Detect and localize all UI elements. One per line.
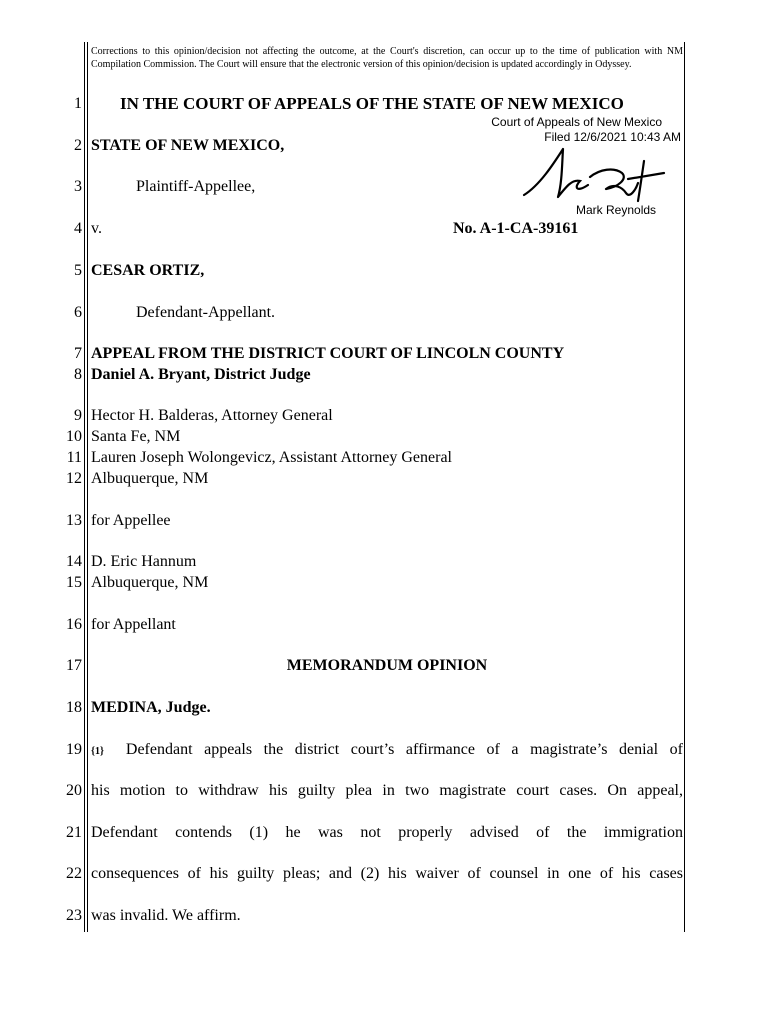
court-title: IN THE COURT OF APPEALS OF THE STATE OF NEW MEXICO: [120, 94, 624, 113]
line-number: 21: [66, 824, 82, 841]
line-number: 22: [66, 865, 82, 882]
counsel-line: D. Eric Hannum: [91, 553, 197, 570]
defendant-name: CESAR ORTIZ,: [91, 262, 205, 279]
line-number: 2: [74, 137, 82, 154]
line-number: 15: [66, 574, 82, 591]
counsel-line: Albuquerque, NM: [91, 470, 209, 487]
line-number: 10: [66, 428, 82, 445]
opinion-paragraph-line: [91, 740, 683, 762]
line-number: 6: [74, 304, 82, 321]
clerk-signature: [518, 143, 668, 205]
opinion-paragraph-line: Defendant contends (1) he was not properly advised of the immigration: [91, 824, 683, 841]
opinion-paragraph-line: consequences of his guilty pleas; and (2) his waiver of counsel in one of his cases: [91, 865, 683, 882]
versus: v.: [91, 220, 102, 237]
filing-stamp-clerk-name: Mark Reynolds: [576, 203, 657, 217]
opinion-paragraph-line: was invalid. We affirm.: [91, 907, 241, 924]
line-number: 20: [66, 782, 82, 799]
left-margin-rule-inner: [87, 42, 88, 932]
opinion-paragraph-line: his motion to withdraw his guilty plea in two magistrate court cases. On appeal,: [91, 782, 683, 799]
line-number: 4: [74, 220, 82, 237]
docket-number: No. A-1-CA-39161: [453, 220, 579, 237]
line-number: 3: [74, 178, 82, 195]
appellant-label: for Appellant: [91, 616, 176, 633]
appeal-court-line: APPEAL FROM THE DISTRICT COURT OF LINCOLN COUNTY: [91, 345, 565, 362]
opinion-text: Defendant appeals the district court’s affirmance of a magistrate’s denial of: [125, 741, 683, 758]
line-number: 17: [66, 657, 82, 674]
filing-stamp-date: Filed 12/6/2021 10:43 AM: [544, 130, 681, 144]
line-number: 11: [66, 449, 82, 466]
counsel-line: Santa Fe, NM: [91, 428, 181, 445]
line-number: 23: [66, 907, 82, 924]
counsel-line: Albuquerque, NM: [91, 574, 209, 591]
line-number: 12: [66, 470, 82, 487]
line-number: 1: [74, 95, 82, 112]
plaintiff-role: Plaintiff-Appellee,: [136, 178, 256, 195]
line-number: 18: [66, 699, 82, 716]
counsel-line: Hector H. Balderas, Attorney General: [91, 407, 333, 424]
line-number: 5: [74, 262, 82, 279]
plaintiff-name: STATE OF NEW MEXICO,: [91, 137, 285, 154]
opinion-heading: MEMORANDUM OPINION: [286, 657, 488, 674]
counsel-line: Lauren Joseph Wolongevicz, Assistant Attorney General: [91, 449, 452, 466]
right-margin-rule: [684, 42, 685, 932]
appellee-label: for Appellee: [91, 512, 171, 529]
left-margin-rule: [84, 42, 85, 932]
district-judge-line: Daniel A. Bryant, District Judge: [91, 366, 311, 383]
filing-stamp-court: Court of Appeals of New Mexico: [491, 115, 662, 129]
paragraph-marker: {1}: [91, 746, 104, 757]
line-number: 13: [66, 512, 82, 529]
line-number: 19: [66, 741, 82, 758]
line-number: 9: [74, 407, 82, 424]
line-number: 14: [66, 553, 82, 570]
line-number: 16: [66, 616, 82, 633]
defendant-role: Defendant-Appellant.: [136, 304, 276, 321]
line-number: 7: [74, 345, 82, 362]
opinion-author: MEDINA, Judge.: [91, 699, 211, 716]
line-number: 8: [74, 366, 82, 383]
corrections-notice: Corrections to this opinion/decision not affecting the outcome, at the Court's discretion, can occur up to the time of publication with NM Compilation Commission. The Court will ensure that the electronic version of this opinion/decision is updated accordingly in Odyssey.: [91, 46, 683, 70]
